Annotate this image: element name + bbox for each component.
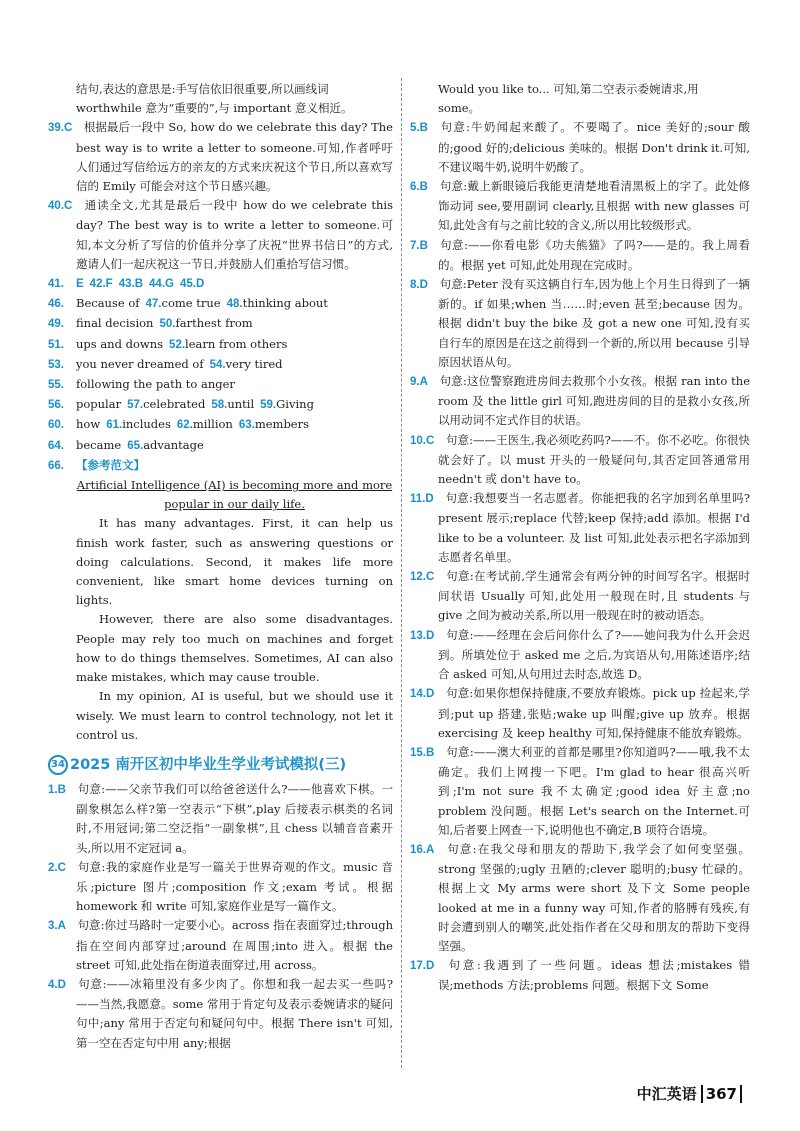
intro-line: worthwhile 意为“重要的”,与 important 意义相近。 xyxy=(76,101,353,116)
answer-number: 7. xyxy=(410,239,420,252)
short-answer-text: come true xyxy=(161,296,221,311)
answer-item xyxy=(48,196,393,274)
answer-explanation: 句意:戴上新眼镜后我能更清楚地看清黑板上的字了。此处修饰动词 see,要用副词 clearly,且根据 with new glasses 可知,此处含有与之前比较的含义,所以用比较级形式。 xyxy=(438,179,750,233)
answer-item xyxy=(410,489,750,567)
answer-letter: B xyxy=(57,783,66,796)
answer-number: 6. xyxy=(410,181,420,194)
column-divider xyxy=(401,78,402,1068)
short-answer-text: ups and downs xyxy=(76,336,164,351)
short-answer-number: 55. xyxy=(48,379,64,392)
answer-item xyxy=(410,372,750,431)
answer-explanation: 句意:——父亲节我们可以给爸爸送什么?——他喜欢下棋。一副象棋怎么样?第一空表示“下棋”,play 后接表示棋类的名词时,不用冠词;第二空泛指“一副象棋”,且 chess 以辅音音素开头,所以用不定冠词 a。 xyxy=(76,781,393,855)
answer-explanation: 句意:牛奶闻起来酸了。不要喝了。nice 美好的;sour 酸的;good 好的;delicious 美味的。根据 Don't drink it.可知,不建议喝牛奶,说明牛奶酸了。 xyxy=(438,120,750,174)
short-answer-text: D xyxy=(195,278,205,291)
short-answer-text: farthest from xyxy=(175,316,253,331)
short-answer-text: became xyxy=(76,437,122,452)
short-answer-text: celebrated xyxy=(143,397,206,412)
short-answer-text: advantage xyxy=(143,437,204,452)
section-number-badge: 34 xyxy=(48,755,68,775)
answer-number: 3. xyxy=(48,920,58,933)
answer-letter: B xyxy=(426,746,435,759)
answer-number: 39. xyxy=(48,122,64,135)
short-answer-number: 54. xyxy=(209,358,226,371)
essay-label: 【参考范文】 xyxy=(76,459,145,472)
answer-item xyxy=(48,916,393,975)
essay-paragraph: It has many advantages. First, it can help us finish work faster, such as answering questions or doing calculations. Second, it makes life more convenient, like smart home devices turning on lights. xyxy=(76,516,393,608)
short-answer-number: 44. xyxy=(149,278,166,291)
answer-item xyxy=(48,780,393,858)
answer-explanation: 句意:你过马路时一定要小心。across 指在表面穿过;through 指在空间内部穿过;around 在周围;into 进入。根据 the street 可知,此处指在街道表面穿过,用 across。 xyxy=(76,918,393,972)
answer-number: 8. xyxy=(410,279,420,292)
answer-explanation: 通读全文,尤其是最后一段中 how do we celebrate this day? The best way is to write a letter to someone.可知,本文分析了写信的价值并分享了庆祝“世界书信日”的方式,邀请人们一起庆祝这一节日,并鼓励人们重拾写信习惯。 xyxy=(76,198,393,271)
answer-letter: A xyxy=(419,376,428,389)
essay-header xyxy=(48,456,393,476)
continued-line: Would you like to... 可知,第二空表示委婉请求,用 xyxy=(438,82,699,96)
answer-letter: D xyxy=(426,688,435,701)
answer-item xyxy=(410,275,750,372)
short-answer-row xyxy=(48,314,393,334)
short-answer-text: following the path to anger xyxy=(76,377,235,392)
short-answer-text: E xyxy=(76,278,84,291)
short-answer-row xyxy=(48,335,393,355)
answer-number: 16. xyxy=(410,843,426,856)
answer-explanation: 句意:在考试前,学生通常会有两分钟的时间写名字。根据时间状语 Usually 可知,此处用一般现在时,且 students 与 give 之间为被动关系,所以用一般现在时的被动语态。 xyxy=(438,569,750,623)
short-answer-number: 61. xyxy=(106,419,123,432)
short-answer-text: members xyxy=(254,417,310,432)
answer-letter: B xyxy=(419,239,428,252)
short-answer-number: 41. xyxy=(48,278,64,291)
answer-letter: B xyxy=(419,181,428,194)
answer-letter: D xyxy=(425,493,434,506)
answer-item xyxy=(410,840,750,956)
essay-paragraph: In my opinion, AI is useful, but we should use it wisely. We must learn to control technology, not let it control us. xyxy=(76,689,393,742)
short-answer-number: 65. xyxy=(127,439,144,452)
answer-letter: D xyxy=(419,279,428,292)
short-answer-text: F xyxy=(105,278,113,291)
answer-number: 13. xyxy=(410,629,426,642)
book-title: 中汇英语 xyxy=(636,1085,697,1103)
short-answer-number: 63. xyxy=(238,419,255,432)
answer-letter: C xyxy=(64,122,73,135)
short-answer-number: 62. xyxy=(176,419,193,432)
answer-explanation: 句意:——澳大利亚的首都是哪里?你知道吗?——哦,我不太确定。我们上网搜一下吧。I'm glad to hear 很高兴听到;I'm not sure 我不太确定;good idea 好主意;no problem 没问题。根据 Let's search on the Internet.可知,后者要上网查一下,说明他也不确定,B 项符合语境。 xyxy=(438,744,750,837)
short-answer-text: until xyxy=(227,397,255,412)
short-answer-number: 51. xyxy=(48,338,64,351)
answer-explanation: 句意:这位警察跑进房间去救那个小女孩。根据 ran into the room 及 the little girl 可知,跑进房间的目的是救小女孩,所以用动词不定式作目的状语。 xyxy=(438,374,750,428)
answer-explanation: 句意:——你看电影《功夫熊猫》了吗?——是的。我上周看的。根据 yet 可知,此处用现在完成时。 xyxy=(438,237,750,272)
answer-item xyxy=(410,684,750,743)
answer-letter: D xyxy=(426,960,435,973)
short-answer-number: 58. xyxy=(211,399,228,412)
short-answer-number: 59. xyxy=(260,399,277,412)
answer-number: 10. xyxy=(410,434,426,447)
intro-line: 结句,表达的意思是:手写信依旧很重要,所以画线词 xyxy=(76,82,329,96)
answer-letter: C xyxy=(57,861,66,874)
answer-explanation: 句意:——冰箱里没有多少肉了。你想和我一起去买一些吗?——当然,我愿意。some 常用于肯定句及表示委婉请求的疑问句中;any 常用于否定句和疑问句中。根据 There isn't 可知,第一空在否定句中用 any;根据 xyxy=(76,976,393,1050)
answer-number: 14. xyxy=(410,688,426,701)
short-answer-number: 52. xyxy=(169,338,186,351)
answer-number: 11. xyxy=(410,493,426,506)
answer-letter: D xyxy=(57,978,66,991)
answer-item xyxy=(410,236,750,275)
short-answer-row xyxy=(48,274,393,294)
short-answer-text: you never dreamed of xyxy=(76,356,204,371)
right-column xyxy=(410,80,750,996)
short-answer-text: very tired xyxy=(225,356,283,371)
answer-explanation: 句意:——王医生,我必须吃药吗?——不。你不必吃。你很快就会好了。以 must 开头的一般疑问句,其否定回答通常用 needn't 或 don't have to。 xyxy=(438,432,750,487)
short-answer-number: 57. xyxy=(127,399,144,412)
essay-paragraph: However, there are also some disadvantages. People may rely too much on machines and forget how to do things themselves. Sometimes, AI can also make mistakes, which may cause trouble. xyxy=(76,612,393,685)
short-answer-row xyxy=(48,355,393,375)
short-answer-text: how xyxy=(76,417,101,432)
answer-letter: C xyxy=(426,571,435,584)
section-title-text: 2025 南开区初中毕业生学业考试模拟(三) xyxy=(70,756,347,773)
short-answer-row xyxy=(48,436,393,456)
answer-letter: C xyxy=(426,434,435,447)
answer-number: 4. xyxy=(48,978,58,991)
short-answer-number: 49. xyxy=(48,318,64,331)
short-answer-number: 53. xyxy=(48,358,64,371)
page-footer xyxy=(637,1083,742,1104)
answer-explanation: 句意:我想要当一名志愿者。你能把我的名字加到名单里吗?present 展示;replace 代替;keep 保持;add 添加。根据 I'd like to be a volunteer. 及 list 可知,此处表示把名字添加到志愿者名单里。 xyxy=(438,491,750,564)
answer-item xyxy=(48,118,393,196)
page-number: 367 xyxy=(701,1085,742,1103)
section-title xyxy=(48,750,393,780)
short-answer-text: thinking about xyxy=(242,296,328,311)
short-answer-row xyxy=(48,294,393,314)
answer-explanation: 句意:我遇到了一些问题。ideas 想法;mistakes 错误;methods 方法;problems 问题。根据下文 Some xyxy=(438,958,750,993)
answer-explanation: 句意:在我父母和朋友的帮助下,我学会了如何变坚强。strong 坚强的;ugly 丑陋的;clever 聪明的;busy 忙碌的。根据上文 My arms were short 及下文 Some people looked at me in a funny way 可知,作者的胳膊有残疾,有时会遭到别人的嘲笑,此处指作者在父母和朋友的帮助下变得坚强。 xyxy=(438,841,750,953)
answer-number: 40. xyxy=(48,200,64,213)
answer-item xyxy=(410,956,750,995)
answer-letter: A xyxy=(426,843,435,856)
answer-number: 1. xyxy=(48,783,58,796)
short-answer-number: 64. xyxy=(48,439,64,452)
short-answer-number: 46. xyxy=(48,298,64,311)
short-answer-number: 47. xyxy=(145,298,162,311)
answer-explanation: 句意:——经理在会后问你什么了?——她问我为什么开会迟到。所填处位于 asked me 之后,为宾语从句,用陈述语序;结合 asked 可知,从句用过去时态,故选 D。 xyxy=(438,627,750,682)
answer-explanation: 句意:如果你想保持健康,不要放弃锻炼。pick up 捡起来,学到;put up 搭建,张贴;wake up 叫醒;give up 放弃。根据 exercising 及 keep healthy 可知,保持健康不能放弃锻炼。 xyxy=(438,686,750,740)
answer-letter: D xyxy=(426,629,435,642)
short-answer-text: Because of xyxy=(76,296,140,311)
short-answer-text: B xyxy=(134,278,144,291)
short-answer-number: 56. xyxy=(48,399,64,412)
short-answer-row xyxy=(48,415,393,435)
answer-letter: C xyxy=(64,200,73,213)
short-answer-text: learn from others xyxy=(185,336,288,351)
short-answer-text: Giving xyxy=(276,397,314,412)
continued-line: some。 xyxy=(438,101,481,116)
answer-item xyxy=(48,858,393,917)
essay-number: 66. xyxy=(48,459,64,472)
answer-item xyxy=(410,118,750,177)
answer-explanation: 句意:Peter 没有买这辆自行车,因为他上个月生日得到了一辆新的。if 如果;when 当……时;even 甚至;because 因为。根据 didn't buy the bike 及 got a new one 可知,没有买自行车的原因是在这之前得到一个新的,所以用 because 引导原因状语从句。 xyxy=(438,277,750,369)
answer-item xyxy=(410,743,750,840)
answer-number: 15. xyxy=(410,746,426,759)
short-answer-number: 60. xyxy=(48,419,64,432)
short-answer-number: 45. xyxy=(179,278,196,291)
essay-title: Artificial Intelligence (AI) is becoming more and more popular in our daily life. xyxy=(76,478,393,512)
short-answer-text: G xyxy=(165,278,174,291)
answer-item xyxy=(410,626,750,685)
short-answer-text: includes xyxy=(122,417,171,432)
answer-letter: A xyxy=(57,920,66,933)
answer-item xyxy=(48,975,393,1053)
answer-letter: B xyxy=(419,122,428,135)
short-answer-row xyxy=(48,375,393,395)
short-answer-number: 42. xyxy=(89,278,106,291)
answer-item xyxy=(410,567,750,626)
answer-number: 2. xyxy=(48,861,58,874)
short-answer-number: 50. xyxy=(159,318,176,331)
short-answer-number: 48. xyxy=(226,298,243,311)
answer-item xyxy=(410,431,750,490)
answer-explanation: 根据最后一段中 So, how do we celebrate this day? The best way is to write a letter to someone.可知,作者呼吁人们通过写信给远方的亲友的方式来庆祝这个节日,所以喜欢写信的 Emily 可能会对这个节日感兴趣。 xyxy=(76,120,393,194)
answer-number: 17. xyxy=(410,960,426,973)
short-answer-text: million xyxy=(192,417,233,432)
left-column xyxy=(48,80,393,1053)
short-answer-number: 43. xyxy=(118,278,135,291)
short-answer-text: final decision xyxy=(76,316,154,331)
answer-item xyxy=(410,177,750,236)
answer-explanation: 句意:我的家庭作业是写一篇关于世界奇观的作文。music 音乐;picture 图片;composition 作文;exam 考试。根据 homework 和 write 可知,家庭作业是写一篇作文。 xyxy=(76,859,393,914)
answer-number: 9. xyxy=(410,376,420,389)
answer-number: 5. xyxy=(410,122,420,135)
short-answer-row xyxy=(48,395,393,415)
short-answer-text: popular xyxy=(76,397,122,412)
answer-number: 12. xyxy=(410,571,426,584)
